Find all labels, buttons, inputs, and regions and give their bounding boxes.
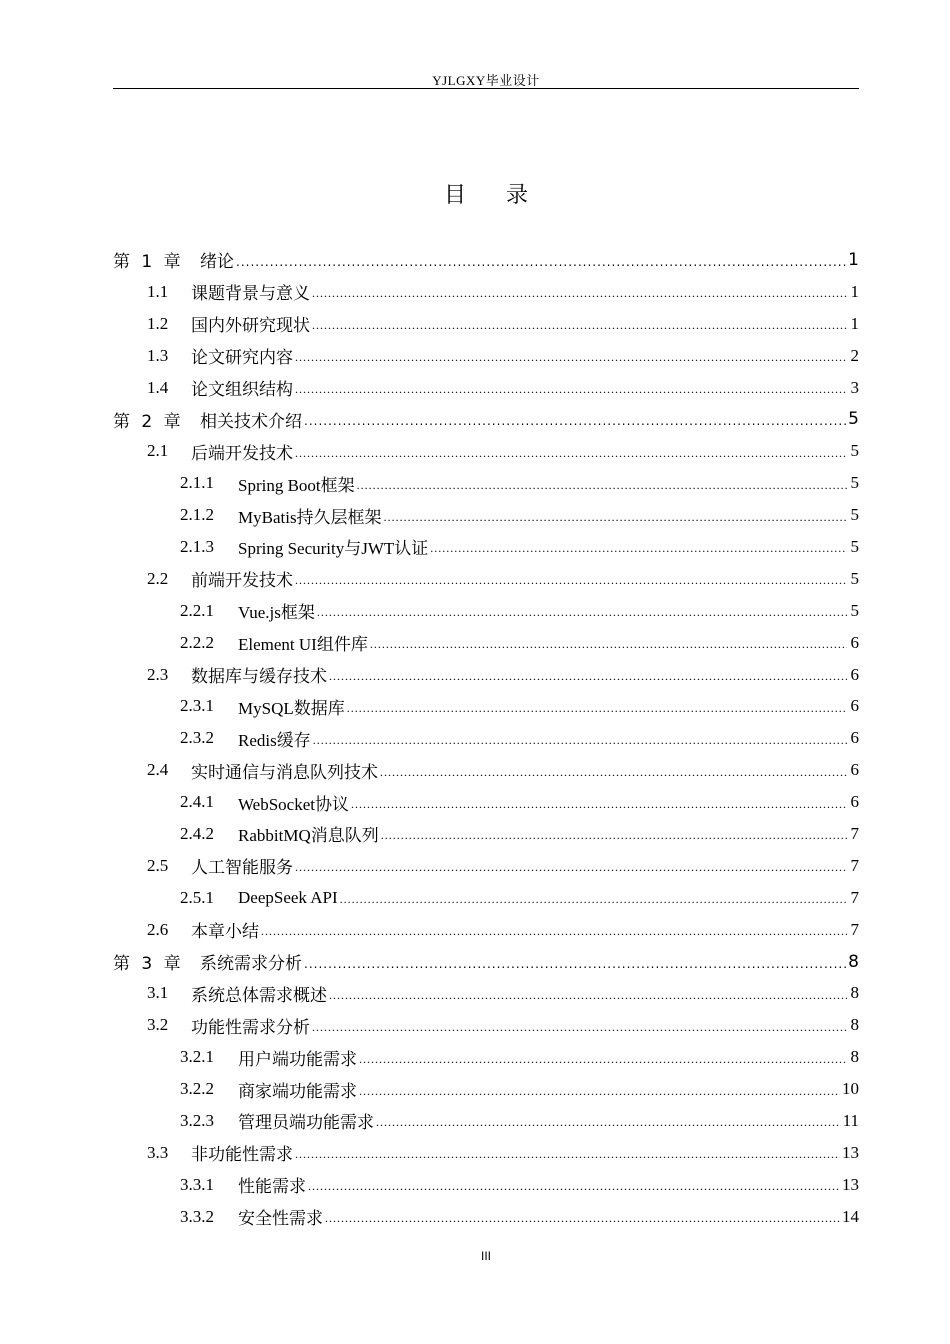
toc-entry-number: 2.3 (147, 664, 169, 684)
toc-leader-dots (359, 1084, 840, 1099)
toc-entry[interactable] (113, 882, 859, 914)
toc-entry[interactable] (113, 499, 859, 531)
toc-entry-page: 6 (850, 760, 859, 780)
toc-entry[interactable] (113, 1041, 859, 1073)
toc-leader-dots (370, 637, 847, 652)
toc-entry-label: Spring Security与JWT认证 (238, 539, 429, 559)
toc-leader-dots (304, 414, 846, 428)
toc-leader-dots (430, 541, 847, 556)
toc-entry-page: 7 (850, 919, 859, 939)
toc-leader-dots (312, 1020, 847, 1035)
toc-entry-page: 6 (850, 664, 859, 684)
toc-entry[interactable] (113, 340, 859, 372)
toc-leader-dots (295, 573, 847, 588)
toc-entry-number: 1.3 (147, 345, 169, 365)
toc-entry-label: WebSocket协议 (238, 794, 349, 814)
toc-entry[interactable] (113, 690, 859, 722)
toc-leader-dots (295, 860, 847, 875)
toc-entry-page: 1 (848, 249, 859, 270)
toc-leader-dots (317, 605, 847, 620)
toc-entry[interactable] (113, 372, 859, 404)
toc-entry-number: 第 2 章 (113, 411, 184, 432)
toc-entry-page: 7 (850, 887, 859, 907)
toc-leader-dots (295, 446, 847, 461)
toc-entry-label: 人工智能服务 (191, 858, 293, 878)
toc-entry-page: 8 (850, 1015, 859, 1035)
toc-entry-label: 实时通信与消息队列技术 (191, 762, 378, 782)
toc-entry[interactable] (113, 754, 859, 786)
toc-entry[interactable] (113, 531, 859, 563)
toc-entry-number: 2.4.1 (180, 792, 214, 812)
toc-entry-number: 1.4 (147, 377, 169, 397)
toc-leader-dots (340, 892, 847, 907)
toc-entry[interactable] (113, 1009, 859, 1041)
toc-entry-page: 10 (842, 1079, 859, 1099)
toc-entry[interactable] (113, 818, 859, 850)
toc-entry-label: 非功能性需求 (191, 1145, 293, 1165)
toc-entry-label: 前端开发技术 (191, 571, 293, 591)
page-header: YJLGXY毕业设计 (432, 73, 540, 88)
toc-entry-number: 2.5.1 (180, 887, 214, 907)
toc-entry-label: 后端开发技术 (191, 443, 293, 463)
toc-leader-dots (329, 669, 847, 684)
toc-entry-page: 6 (850, 792, 859, 812)
toc-leader-dots (329, 988, 847, 1003)
toc-entry-label: 绪论 (200, 252, 234, 273)
toc-entry-number: 3.3 (147, 1142, 169, 1162)
toc-leader-dots (312, 286, 847, 301)
toc-entry-number: 3.2.2 (180, 1079, 214, 1099)
toc-entry[interactable] (113, 659, 859, 691)
toc-entry-label: 数据库与缓存技术 (191, 667, 327, 687)
toc-entry-number: 3.2.1 (180, 1047, 214, 1067)
toc-leader-dots (325, 1211, 840, 1226)
toc-entry-label: MySQL数据库 (238, 698, 345, 718)
toc-entry-page: 3 (850, 377, 859, 397)
toc-entry-number: 第 1 章 (113, 252, 184, 273)
toc-entry-number: 3.3.1 (180, 1174, 214, 1194)
toc-entry[interactable] (113, 850, 859, 882)
toc-leader-dots (295, 350, 847, 365)
toc-entry-number: 2.2 (147, 568, 169, 588)
toc-leader-dots (351, 797, 847, 812)
toc-entry-page: 5 (850, 536, 859, 556)
toc-leader-dots (312, 318, 847, 333)
toc-entry-label: DeepSeek API (238, 887, 338, 907)
toc-entry-page: 8 (850, 1047, 859, 1067)
toc-leader-dots (381, 828, 847, 843)
toc-entry-page: 7 (850, 823, 859, 843)
toc-leader-dots (359, 1052, 847, 1067)
toc-leader-dots (308, 1179, 840, 1194)
toc-entry-page: 5 (848, 409, 859, 430)
toc-entry-number: 2.2.1 (180, 600, 214, 620)
toc-entry-number: 1.2 (147, 313, 169, 333)
toc-title: 目录 (443, 183, 568, 208)
toc-entry[interactable] (113, 467, 859, 499)
toc-entry-label: Redis缓存 (238, 730, 311, 750)
toc-entry-label: 课题背景与意义 (191, 284, 310, 304)
toc-entry-label: Element UI组件库 (238, 635, 368, 655)
toc-leader-dots (295, 382, 847, 397)
toc-entry[interactable] (113, 1105, 859, 1137)
toc-entry-label: 系统需求分析 (200, 954, 302, 975)
toc-entry[interactable] (113, 914, 859, 946)
toc-entry-label: 论文组织结构 (191, 380, 293, 399)
toc-entry-number: 2.1.2 (180, 505, 214, 525)
toc-entry-number: 2.6 (147, 919, 169, 939)
toc-entry-label: 管理员端功能需求 (238, 1113, 374, 1133)
toc-entry-number: 2.1.1 (180, 473, 214, 493)
toc-entry-page: 1 (850, 313, 859, 333)
toc-entry-label: 商家端功能需求 (238, 1081, 357, 1101)
toc-leader-dots (384, 510, 847, 525)
toc-entry[interactable] (113, 435, 859, 467)
toc-entry-page: 14 (842, 1206, 859, 1226)
toc-entry[interactable] (113, 946, 859, 978)
toc-entry[interactable] (113, 563, 859, 595)
toc-entry-label: Spring Boot框架 (238, 475, 355, 495)
toc-entry-page: 11 (842, 1110, 859, 1130)
header-divider (113, 88, 859, 89)
toc-entry-number: 第 3 章 (113, 954, 184, 975)
toc-entry[interactable] (113, 786, 859, 818)
toc-entry-number: 2.4.2 (180, 823, 214, 843)
toc-entry[interactable] (113, 977, 859, 1009)
toc-entry-label: 用户端功能需求 (238, 1049, 357, 1069)
toc-entry-label: 安全性需求 (238, 1209, 323, 1229)
toc-entry-label: 系统总体需求概述 (191, 985, 327, 1005)
toc-entry-page: 6 (850, 632, 859, 652)
toc-entry[interactable] (113, 1073, 859, 1105)
toc-entry[interactable] (113, 1169, 859, 1201)
toc-leader-dots (347, 701, 847, 716)
toc-entry-page: 7 (850, 855, 859, 875)
toc-entry-number: 3.3.2 (180, 1206, 214, 1226)
toc-entry-number: 3.2.3 (180, 1110, 214, 1130)
toc-entry[interactable] (113, 722, 859, 754)
toc-entry[interactable] (113, 627, 859, 659)
toc-entry-label: 论文研究内容 (191, 348, 293, 368)
toc-entry-page: 8 (850, 983, 859, 1003)
toc-entry-label: 国内外研究现状 (191, 316, 310, 336)
toc-leader-dots (261, 924, 847, 939)
toc-entry-page: 5 (850, 441, 859, 461)
toc-entry-page: 5 (850, 473, 859, 493)
toc-leader-dots (304, 957, 846, 971)
toc-entry-number: 2.5 (147, 855, 169, 875)
toc-entry-page: 8 (848, 951, 859, 972)
toc-leader-dots (295, 1147, 840, 1162)
toc-entry[interactable] (113, 595, 859, 627)
toc-leader-dots (380, 765, 847, 780)
toc-entry-number: 2.3.2 (180, 728, 214, 748)
toc-entry-label: Vue.js框架 (238, 603, 315, 623)
table-of-contents (113, 244, 859, 1233)
toc-entry-number: 2.4 (147, 760, 169, 780)
toc-entry-page: 5 (850, 568, 859, 588)
toc-leader-dots (236, 255, 846, 269)
toc-entry-page: 13 (842, 1142, 859, 1162)
toc-entry-number: 2.3.1 (180, 696, 214, 716)
toc-entry-number: 2.1 (147, 441, 169, 461)
toc-entry-number: 3.1 (147, 983, 169, 1003)
toc-entry[interactable] (113, 244, 859, 276)
toc-entry-page: 5 (850, 505, 859, 525)
toc-leader-dots (357, 478, 847, 493)
toc-entry[interactable] (113, 1137, 859, 1169)
toc-entry-page: 1 (850, 281, 859, 301)
page-number: III (480, 1249, 491, 1263)
toc-entry-page: 5 (850, 600, 859, 620)
toc-entry-number: 3.2 (147, 1015, 169, 1035)
toc-entry[interactable] (113, 308, 859, 340)
toc-entry-number: 1.1 (147, 281, 169, 301)
toc-entry-page: 2 (850, 345, 859, 365)
toc-leader-dots (376, 1115, 841, 1130)
toc-entry-label: 性能需求 (238, 1177, 306, 1197)
toc-entry-label: MyBatis持久层框架 (238, 507, 382, 527)
toc-entry-page: 6 (850, 696, 859, 716)
toc-entry-label: 本章小结 (191, 922, 259, 942)
toc-entry[interactable] (113, 1201, 859, 1233)
toc-entry-page: 13 (842, 1174, 859, 1194)
toc-entry-label: RabbitMQ消息队列 (238, 826, 379, 846)
toc-entry-label: 相关技术介绍 (200, 411, 302, 432)
toc-entry-page: 6 (850, 728, 859, 748)
toc-entry-number: 2.2.2 (180, 632, 214, 652)
toc-leader-dots (313, 733, 847, 748)
toc-entry[interactable] (113, 276, 859, 308)
toc-entry-label: 功能性需求分析 (191, 1017, 310, 1037)
toc-entry[interactable] (113, 403, 859, 435)
toc-entry-number: 2.1.3 (180, 536, 214, 556)
